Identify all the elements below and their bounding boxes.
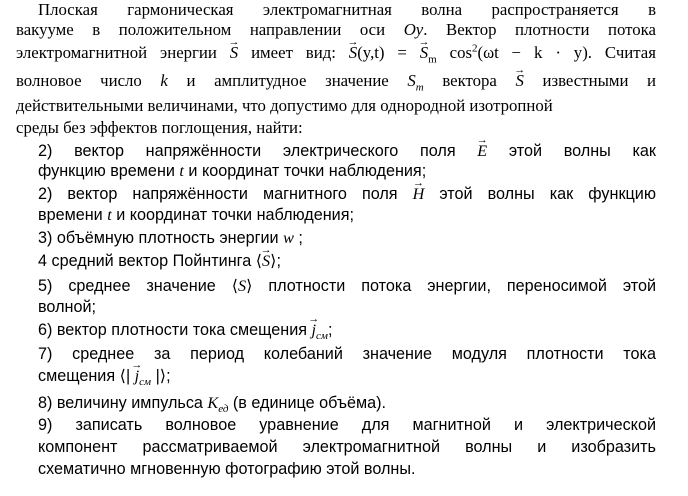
- item-2-line-2: функцию времени t и координат точки наблюдения;: [38, 162, 427, 180]
- item-3-line-1: 2) вектор напряжённости магнитного поля → H этой волны как функцию: [38, 184, 656, 204]
- item-10-line-1: 9) записать волновое уравнение для магнитной и электрической: [38, 416, 656, 434]
- item-6-line-1: 5) среднее значение ⟨S⟩ плотности потока энергии, переносимой этой: [38, 277, 656, 295]
- item-10-line-3: схематично мгновенную фотографию этой волны.: [38, 460, 416, 478]
- item-7: 6) вектор плотности тока смещения → $j_{см}$;: [38, 320, 678, 340]
- item-3-line-2: времени t и координат точки наблюдения;: [38, 206, 354, 224]
- item-4: 3) объёмную плотность энергии w ;: [38, 229, 303, 247]
- paragraph-line-3: электромагнитной энергии → S имеет вид: → S(y,t) = → $S_m$ $\cos^2(\omega t - k \cdot y)$. Считая: [16, 43, 656, 63]
- item-8-line-1: 7) среднее за период колебаний значение модуля плотности тока: [38, 345, 656, 363]
- item-6-line-2: волной;: [38, 298, 96, 316]
- item-2-line-1: 2) вектор напряжённости электрического поля → E этой волны как: [38, 141, 656, 161]
- poynting-formula: → S(y,t) = → $S_m$ $\cos^2(\omega t - k \cdot y)$: [349, 43, 588, 62]
- paragraph-line-2: вакууме в положительном направлении оси Oy. Вектор плотности потока: [16, 20, 656, 39]
- item-8-line-2: смещения ⟨| → $j_{см}$ |⟩;: [38, 366, 678, 386]
- vector-s: → S: [230, 43, 238, 63]
- item-10-line-2: компонент рассматриваемой электромагнитной волны и изобразить: [38, 438, 656, 456]
- paragraph-line-1: Плоская гармоническая электромагнитная волна распространяется в: [38, 0, 656, 19]
- paragraph-line-6: среды без эффектов поглощения, найти:: [16, 118, 303, 137]
- paragraph-line-4: волновое число k и амплитудное значение $S_m$ вектора → S известными и: [16, 71, 656, 91]
- item-9: 8) величину импульса $K_{ед}$ (в единице объёма).: [38, 394, 386, 416]
- item-5: 4 средний вектор Пойнтинга ⟨→ S⟩;: [38, 251, 678, 271]
- paragraph-line-5: действительными величинами, что допустимо для однородной изотропной: [16, 96, 553, 115]
